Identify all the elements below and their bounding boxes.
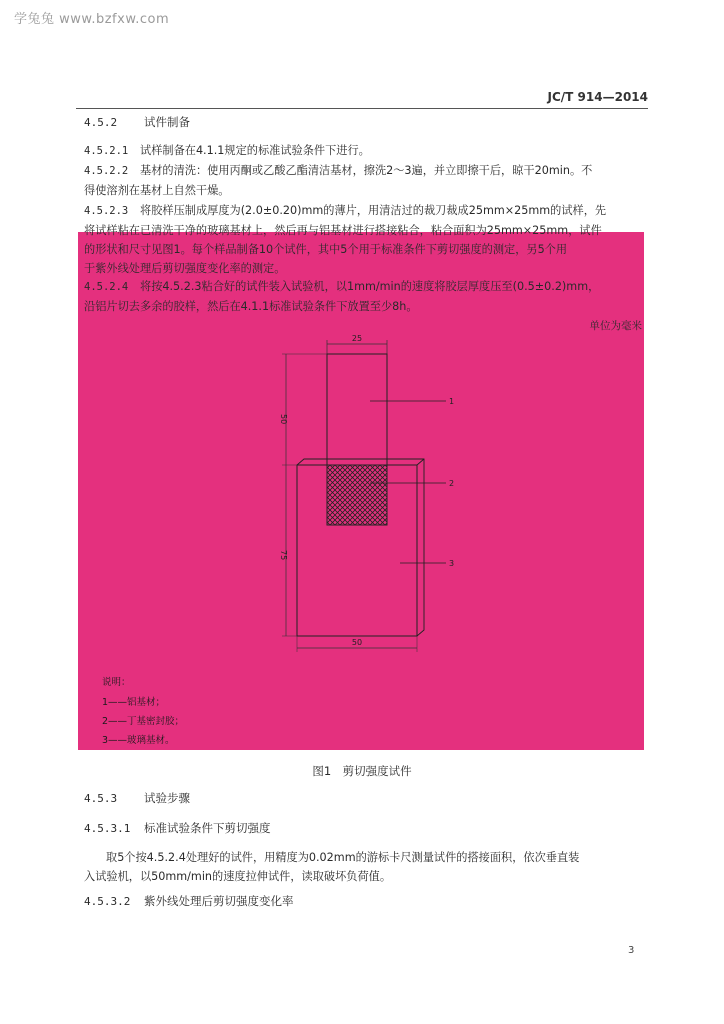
para-line: 于紫外线处理后剪切强度变化率的测定。 xyxy=(84,262,286,275)
para-text: 试样制备在4.1.1规定的标准试验条件下进行。 xyxy=(140,144,370,157)
legend-item-3: 3——玻璃基材。 xyxy=(102,735,175,746)
page-number: 3 xyxy=(628,945,635,956)
unit-label: 单位为毫米 xyxy=(589,320,642,332)
para-line: 将按4.5.2.3粘合好的试件装入试验机，以1mm/min的速度将胶层厚度压至(0.5±0.2)mm， xyxy=(140,280,600,293)
paragraph-4-5-2-2 xyxy=(84,161,664,200)
standard-number: JC/T 914—2014 xyxy=(547,90,648,104)
dim-50-bottom-label: 50 xyxy=(351,638,363,647)
paragraph-4-5-2-1 xyxy=(84,141,654,161)
legend-title: 说明： xyxy=(102,677,131,688)
para-line: 入试验机，以50mm/min的速度拉伸试件，读取破坏负荷值。 xyxy=(84,870,392,883)
figure-caption: 图1 剪切强度试件 xyxy=(312,764,412,778)
para-line: 取5个按4.5.2.4处理好的试件，用精度为0.02mm的游标卡尺测量试件的搭接面积，依次垂直装 xyxy=(106,851,580,864)
dimension-left xyxy=(279,354,327,636)
header-rule xyxy=(76,108,648,109)
para-line: 沿铝片切去多余的胶样，然后在4.1.1标准试验条件下放置至少8h。 xyxy=(84,300,418,313)
legend-item-1: 1——铝基材； xyxy=(102,697,166,708)
section-title: 紫外线处理后剪切强度变化率 xyxy=(144,894,294,908)
callout-2: 2 xyxy=(449,479,455,488)
paragraph-4-5-2-3 xyxy=(84,201,664,278)
para-number: 4.5.2.1 xyxy=(84,145,129,157)
para-line: 的形状和尺寸见图1。每个样品制备10个试件，其中5个用于标准条件下剪切强度的测定，另5个用 xyxy=(84,243,568,256)
para-line: 得使溶剂在基材上自然干燥。 xyxy=(84,184,230,197)
section-title: 试件制备 xyxy=(144,115,190,129)
section-number: 4.5.3.1 xyxy=(84,822,131,835)
paragraph-4-5-3-1 xyxy=(84,848,664,886)
dim-25-label: 25 xyxy=(351,334,363,343)
para-number: 4.5.2.3 xyxy=(84,205,129,217)
section-title: 试验步骤 xyxy=(144,791,190,805)
section-number: 4.5.3.2 xyxy=(84,895,131,908)
watermark: 学兔兔 www.bzfxw.com xyxy=(14,12,170,27)
specimen-drawing xyxy=(270,330,490,660)
dimension-bottom xyxy=(297,636,417,652)
section-4-5-3 xyxy=(84,790,190,806)
para-line: 将试样粘在已清洗干净的玻璃基材上，然后再与铝基材进行搭接粘合，粘合面积为25mm×25mm，试件 xyxy=(84,224,602,237)
section-4-5-2 xyxy=(84,114,190,130)
dim-50-upper-label: 50 xyxy=(279,414,288,425)
dimension-top xyxy=(327,334,387,354)
para-number: 4.5.2.2 xyxy=(84,165,129,177)
para-line: 将胶样压制成厚度为(2.0±0.20)mm的薄片，用清洁过的裁刀裁成25mm×25mm的试样，先 xyxy=(140,204,607,217)
dim-75-label: 75 xyxy=(279,550,288,561)
section-title: 标准试验条件下剪切强度 xyxy=(144,821,271,835)
section-4-5-3-2 xyxy=(84,893,294,909)
paragraph-4-5-2-4 xyxy=(84,277,664,316)
callout-1: 1 xyxy=(449,397,455,406)
callout-3: 3 xyxy=(449,559,455,568)
para-line: 基材的清洗：使用丙酮或乙酸乙酯清洁基材，擦洗2～3遍，并立即擦干后，晾干20min。不 xyxy=(140,164,593,177)
legend-item-2: 2——丁基密封胶； xyxy=(102,716,185,727)
section-4-5-3-1 xyxy=(84,820,271,836)
para-number: 4.5.2.4 xyxy=(84,281,129,293)
section-number: 4.5.2 xyxy=(84,116,118,129)
butyl-sealant xyxy=(327,465,387,525)
section-number: 4.5.3 xyxy=(84,792,118,805)
